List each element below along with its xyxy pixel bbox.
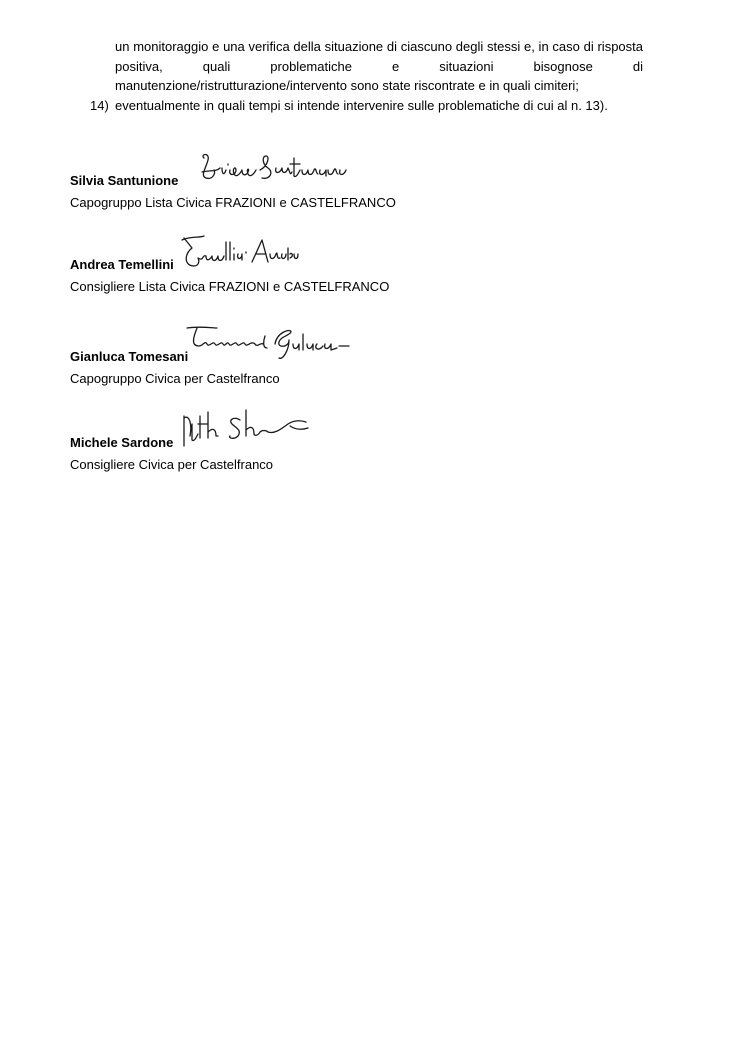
signatory-name: Andrea Temellini — [70, 257, 174, 272]
signature-image — [196, 150, 356, 190]
signature-image — [180, 232, 300, 272]
list-item-13-continuation: un monitoraggio e una verifica della situazione di ciascuno degli stessi e, in caso di risposta positiva, quali problematiche e situazioni bisognose di manutenzione/ristrutturazione/intervento sono state riscontrate e in quali cimiteri; — [115, 39, 643, 93]
signatory-block — [70, 434, 630, 474]
signatory-role: Consigliere Lista Civica FRAZIONI e CASTELFRANCO — [70, 279, 390, 294]
signature-image — [180, 406, 320, 450]
signatory-role: Capogruppo Civica per Castelfranco — [70, 371, 280, 386]
signatory-role: Capogruppo Lista Civica FRAZIONI e CASTELFRANCO — [70, 195, 396, 210]
signatory-name: Gianluca Tomesani — [70, 349, 189, 364]
signatory-name: Michele Sardone — [70, 435, 174, 450]
signatory-role: Consigliere Civica per Castelfranco — [70, 457, 274, 472]
list-item-text: eventualmente in quali tempi si intende intervenire sulle problematiche di cui al n. 13). — [115, 98, 608, 113]
signatory-block — [70, 256, 630, 296]
list-item-number: 14) — [90, 98, 109, 113]
list-item-14 — [90, 96, 650, 116]
signatory-name: Silvia Santunione — [70, 173, 179, 188]
signature-image — [183, 322, 353, 362]
